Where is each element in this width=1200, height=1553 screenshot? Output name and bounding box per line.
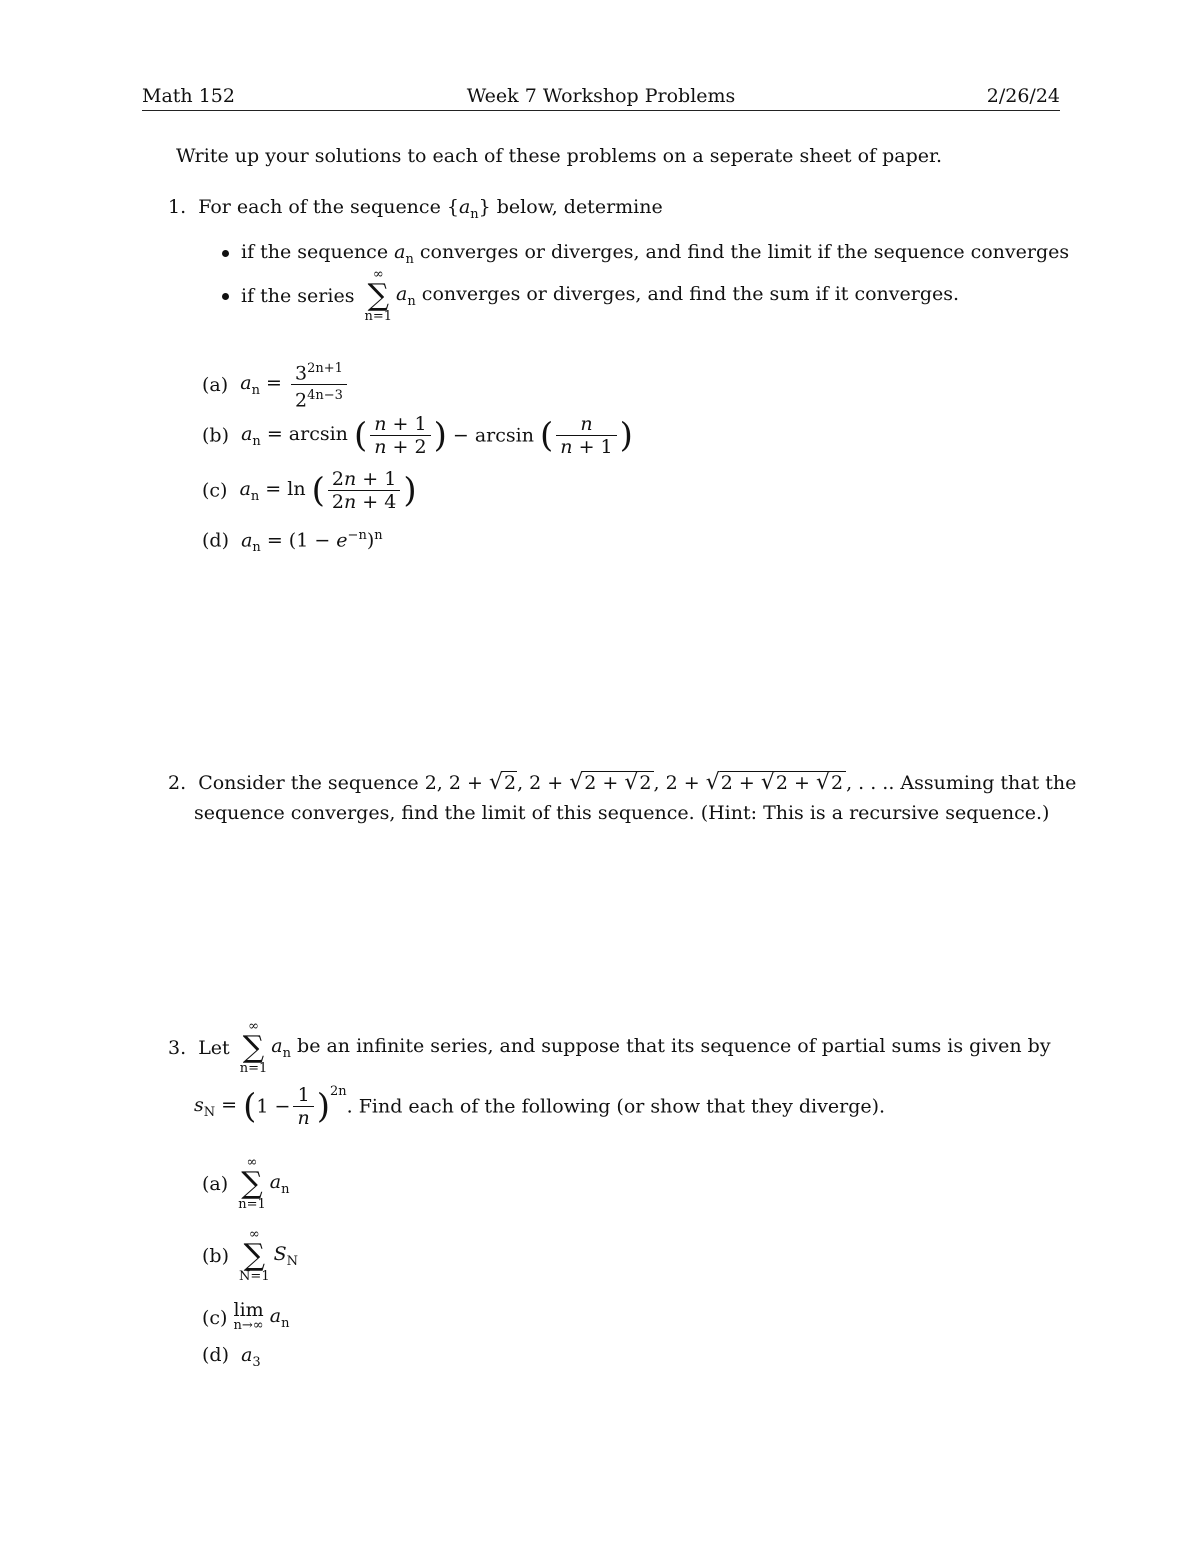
problem-1c: (c) $a_n = \ln$ ( $\frac{2n + 1}{2n + 4}$ ) xyxy=(202,468,417,513)
problem-3b: (b) ∞ ∑ N=1 $S_N$ xyxy=(202,1227,298,1284)
problem-2-line1: 2. Consider the sequence 2, 2 + √2, 2 + √2 + √2 , 2 + √2 + √2 + √2 , . . .. Assuming that the xyxy=(168,770,1077,795)
course-name: Math 152 xyxy=(142,85,235,107)
problem-1b: (b) $a_n = \arcsin$ ( $\frac{n + 1}{n + 2}$ ) − arcsin ( $\frac{n}{n + 1}$ ) xyxy=(202,413,633,458)
bullet-icon xyxy=(222,293,229,300)
page-header xyxy=(142,84,1060,111)
summation: ∞ ∑ n=1 xyxy=(238,1155,266,1212)
document-title: Week 7 Workshop Problems xyxy=(466,85,736,107)
problem-1-bullet-sequence: if the sequence $a_n$ converges or diverges, and find the limit if the sequence converges xyxy=(222,240,1069,272)
bullet-icon xyxy=(222,250,229,257)
problem-1a: (a) $a_n$ = $\frac{3^{2n+1}}{2^{4n-3}}$ xyxy=(202,358,350,412)
instructions: Write up your solutions to each of these problems on a seperate sheet of paper. xyxy=(176,145,943,167)
problem-2-line2: sequence converges, find the limit of this sequence. (Hint: This is a recursive sequence.) xyxy=(194,802,1050,824)
problem-3c: (c) lim n→∞ $a_n$ xyxy=(202,1299,290,1333)
problem-3-line2: $s_N = (1$ − $\frac{1}{n}$ )$^{2n}$. Find each of the following (or show that they diverge). xyxy=(194,1084,886,1129)
problem-1-intro: 1. For each of the sequence $\{a_n\}$ below, determine xyxy=(168,196,663,222)
summation: ∞ ∑ n=1 xyxy=(239,1019,268,1076)
problem-3-line1: 3. Let ∞ ∑ n=1 $a_n$ be an infinite series, and suppose that its sequence of partial sums is given by xyxy=(168,1019,1051,1076)
problem-1d: (d) $a_n = (1 - e^{-n})^n$ xyxy=(202,528,383,556)
summation: ∞ ∑ N=1 xyxy=(239,1227,270,1284)
problem-3a: (a) ∞ ∑ n=1 $a_n$ xyxy=(202,1155,290,1212)
problem-1-bullet-series: if the series ∞ ∑ n=1 $a_n$ converges or diverges, and find the sum if it converges. xyxy=(222,268,959,324)
document-date: 2/26/24 xyxy=(986,85,1060,107)
summation: ∞ ∑ n=1 xyxy=(364,267,393,324)
problem-3d: (d) $a_3$ xyxy=(202,1344,261,1370)
